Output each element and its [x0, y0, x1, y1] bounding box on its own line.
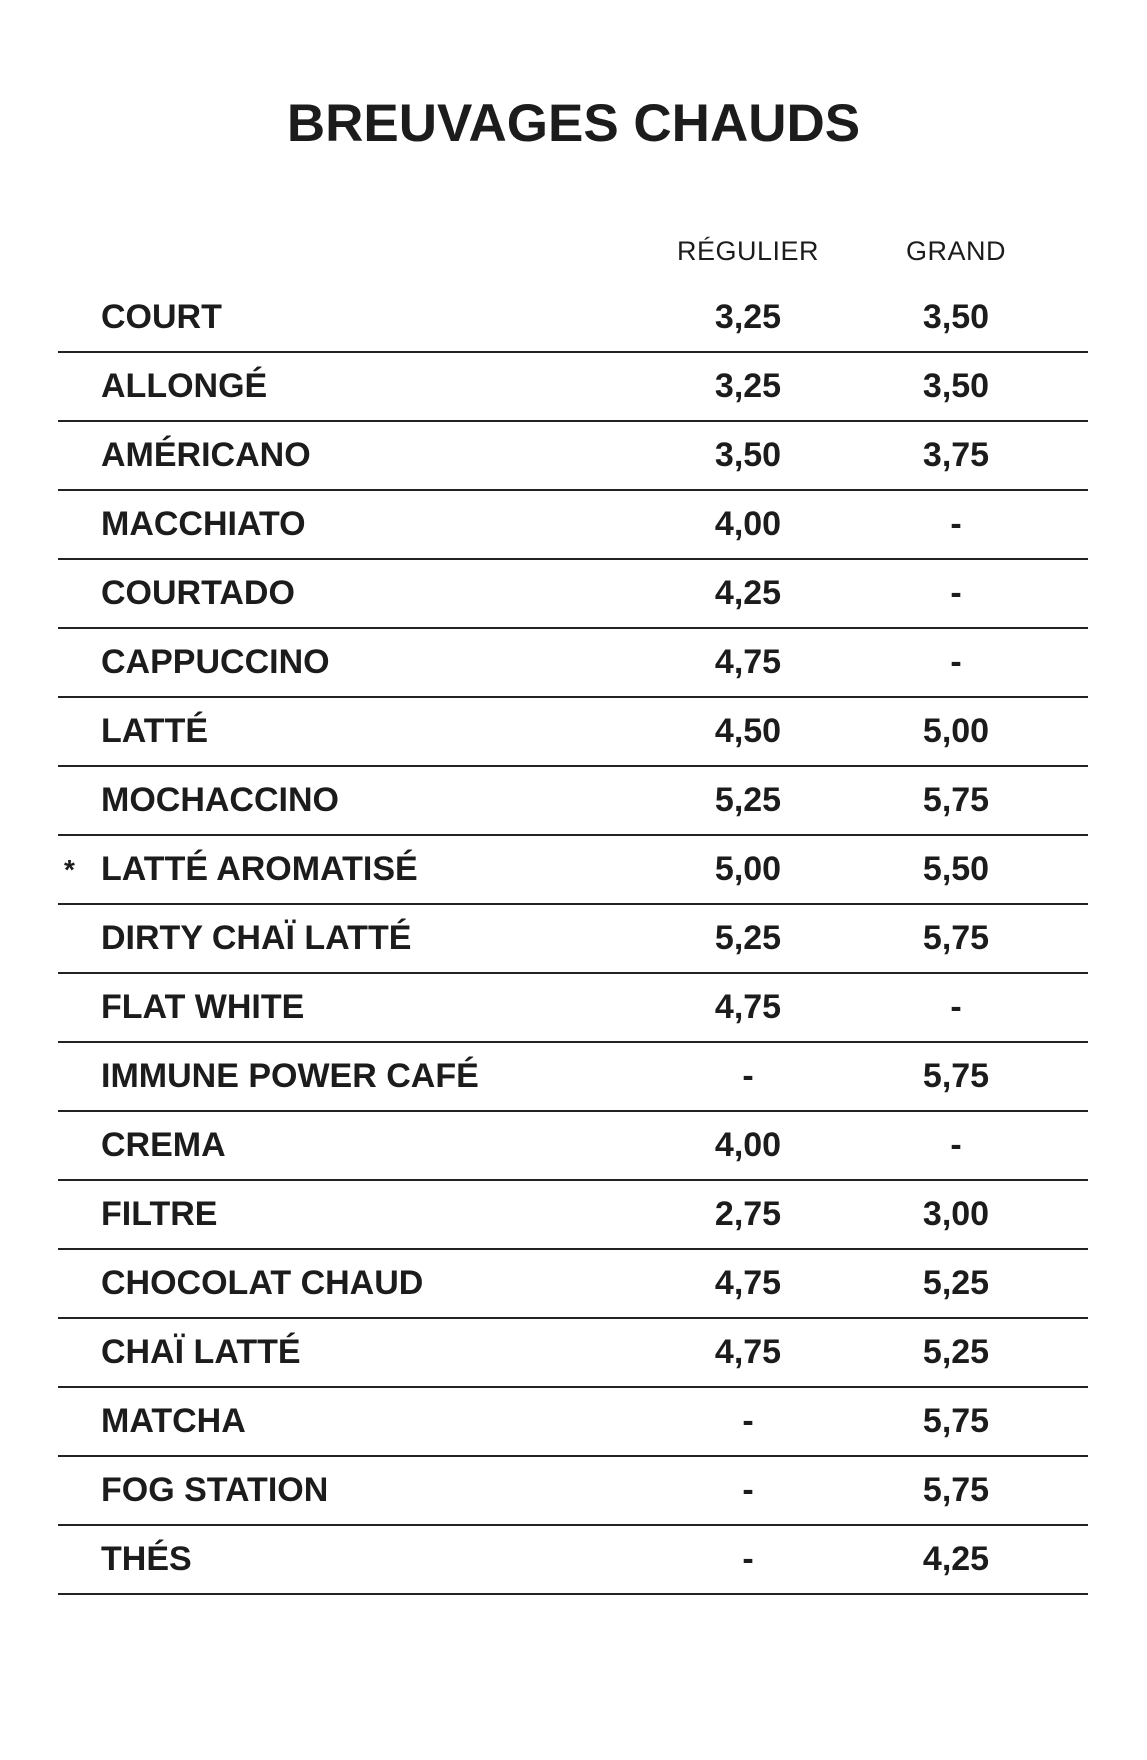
- price-grand: 3,50: [922, 298, 990, 336]
- price-regular: 4,75: [714, 1264, 782, 1302]
- price-regular: 4,75: [714, 643, 782, 681]
- menu-row: [58, 974, 1088, 1043]
- price-regular: 5,00: [714, 850, 782, 888]
- price-grand: 5,50: [922, 850, 990, 888]
- price-regular: 5,25: [714, 781, 782, 819]
- price-grand: 5,75: [922, 1057, 990, 1095]
- drink-name: CAPPUCCINO: [101, 643, 330, 681]
- menu-row: [58, 905, 1088, 974]
- menu-row: [58, 1112, 1088, 1181]
- drink-name: MATCHA: [101, 1402, 246, 1440]
- price-grand: -: [950, 643, 962, 681]
- menu-row: [58, 629, 1088, 698]
- price-grand: 3,75: [922, 436, 990, 474]
- menu-row: [58, 560, 1088, 629]
- menu-row: [58, 767, 1088, 836]
- price-regular: 3,25: [714, 367, 782, 405]
- price-grand: -: [950, 988, 962, 1026]
- price-regular: 4,25: [714, 574, 782, 612]
- price-regular: 3,25: [714, 298, 782, 336]
- menu-row: [58, 353, 1088, 422]
- menu-row: [58, 1526, 1088, 1595]
- menu-row: [58, 698, 1088, 767]
- drink-name: MOCHACCINO: [101, 781, 339, 819]
- price-grand: 5,75: [922, 1402, 990, 1440]
- menu-row: [58, 1319, 1088, 1388]
- menu-row: [58, 1388, 1088, 1457]
- drink-name: IMMUNE POWER CAFÉ: [101, 1057, 479, 1095]
- drink-name: LATTÉ: [101, 712, 209, 750]
- price-regular: 4,75: [714, 1333, 782, 1371]
- price-regular: 4,75: [714, 988, 782, 1026]
- price-grand: 5,25: [922, 1333, 990, 1371]
- asterisk-marker: *: [64, 854, 75, 885]
- drink-name: COURTADO: [101, 574, 295, 612]
- price-regular: -: [742, 1057, 754, 1095]
- price-grand: 5,75: [922, 781, 990, 819]
- menu-list: [58, 284, 1088, 1595]
- price-grand: -: [950, 505, 962, 543]
- menu-row: [58, 836, 1088, 905]
- price-regular: 4,50: [714, 712, 782, 750]
- drink-name: MACCHIATO: [101, 505, 306, 543]
- price-grand: 5,25: [922, 1264, 990, 1302]
- drink-name: FILTRE: [101, 1195, 218, 1233]
- price-regular: 4,00: [714, 505, 782, 543]
- price-regular: 5,25: [714, 919, 782, 957]
- price-regular: 2,75: [714, 1195, 782, 1233]
- price-regular: -: [742, 1402, 754, 1440]
- drink-name: LATTÉ AROMATISÉ: [101, 850, 418, 888]
- price-grand: -: [950, 1126, 962, 1164]
- price-grand: -: [950, 574, 962, 612]
- menu-row: [58, 284, 1088, 353]
- menu-row: [58, 1181, 1088, 1250]
- price-grand: 3,50: [922, 367, 990, 405]
- menu-row: [58, 422, 1088, 491]
- price-grand: 4,25: [922, 1540, 990, 1578]
- price-regular: -: [742, 1540, 754, 1578]
- drink-name: ALLONGÉ: [101, 367, 268, 405]
- price-regular: 4,00: [714, 1126, 782, 1164]
- column-header-regular: RÉGULIER: [676, 236, 820, 266]
- drink-name: FOG STATION: [101, 1471, 329, 1509]
- price-regular: -: [742, 1471, 754, 1509]
- drink-name: COURT: [101, 298, 222, 336]
- menu-row: [58, 491, 1088, 560]
- page-title: BREUVAGES CHAUDS: [286, 94, 861, 153]
- menu-row: [58, 1457, 1088, 1526]
- drink-name: CREMA: [101, 1126, 226, 1164]
- price-grand: 5,00: [922, 712, 990, 750]
- menu-row: [58, 1043, 1088, 1112]
- price-regular: 3,50: [714, 436, 782, 474]
- price-grand: 5,75: [922, 1471, 990, 1509]
- drink-name: CHOCOLAT CHAUD: [101, 1264, 424, 1302]
- price-grand: 5,75: [922, 919, 990, 957]
- drink-name: CHAÏ LATTÉ: [101, 1333, 301, 1371]
- drink-name: FLAT WHITE: [101, 988, 305, 1026]
- column-header-grand: GRAND: [905, 236, 1006, 266]
- drink-name: AMÉRICANO: [101, 436, 311, 474]
- menu-row: [58, 1250, 1088, 1319]
- drink-name: DIRTY CHAÏ LATTÉ: [101, 919, 412, 957]
- price-grand: 3,00: [922, 1195, 990, 1233]
- drink-name: THÉS: [101, 1540, 192, 1578]
